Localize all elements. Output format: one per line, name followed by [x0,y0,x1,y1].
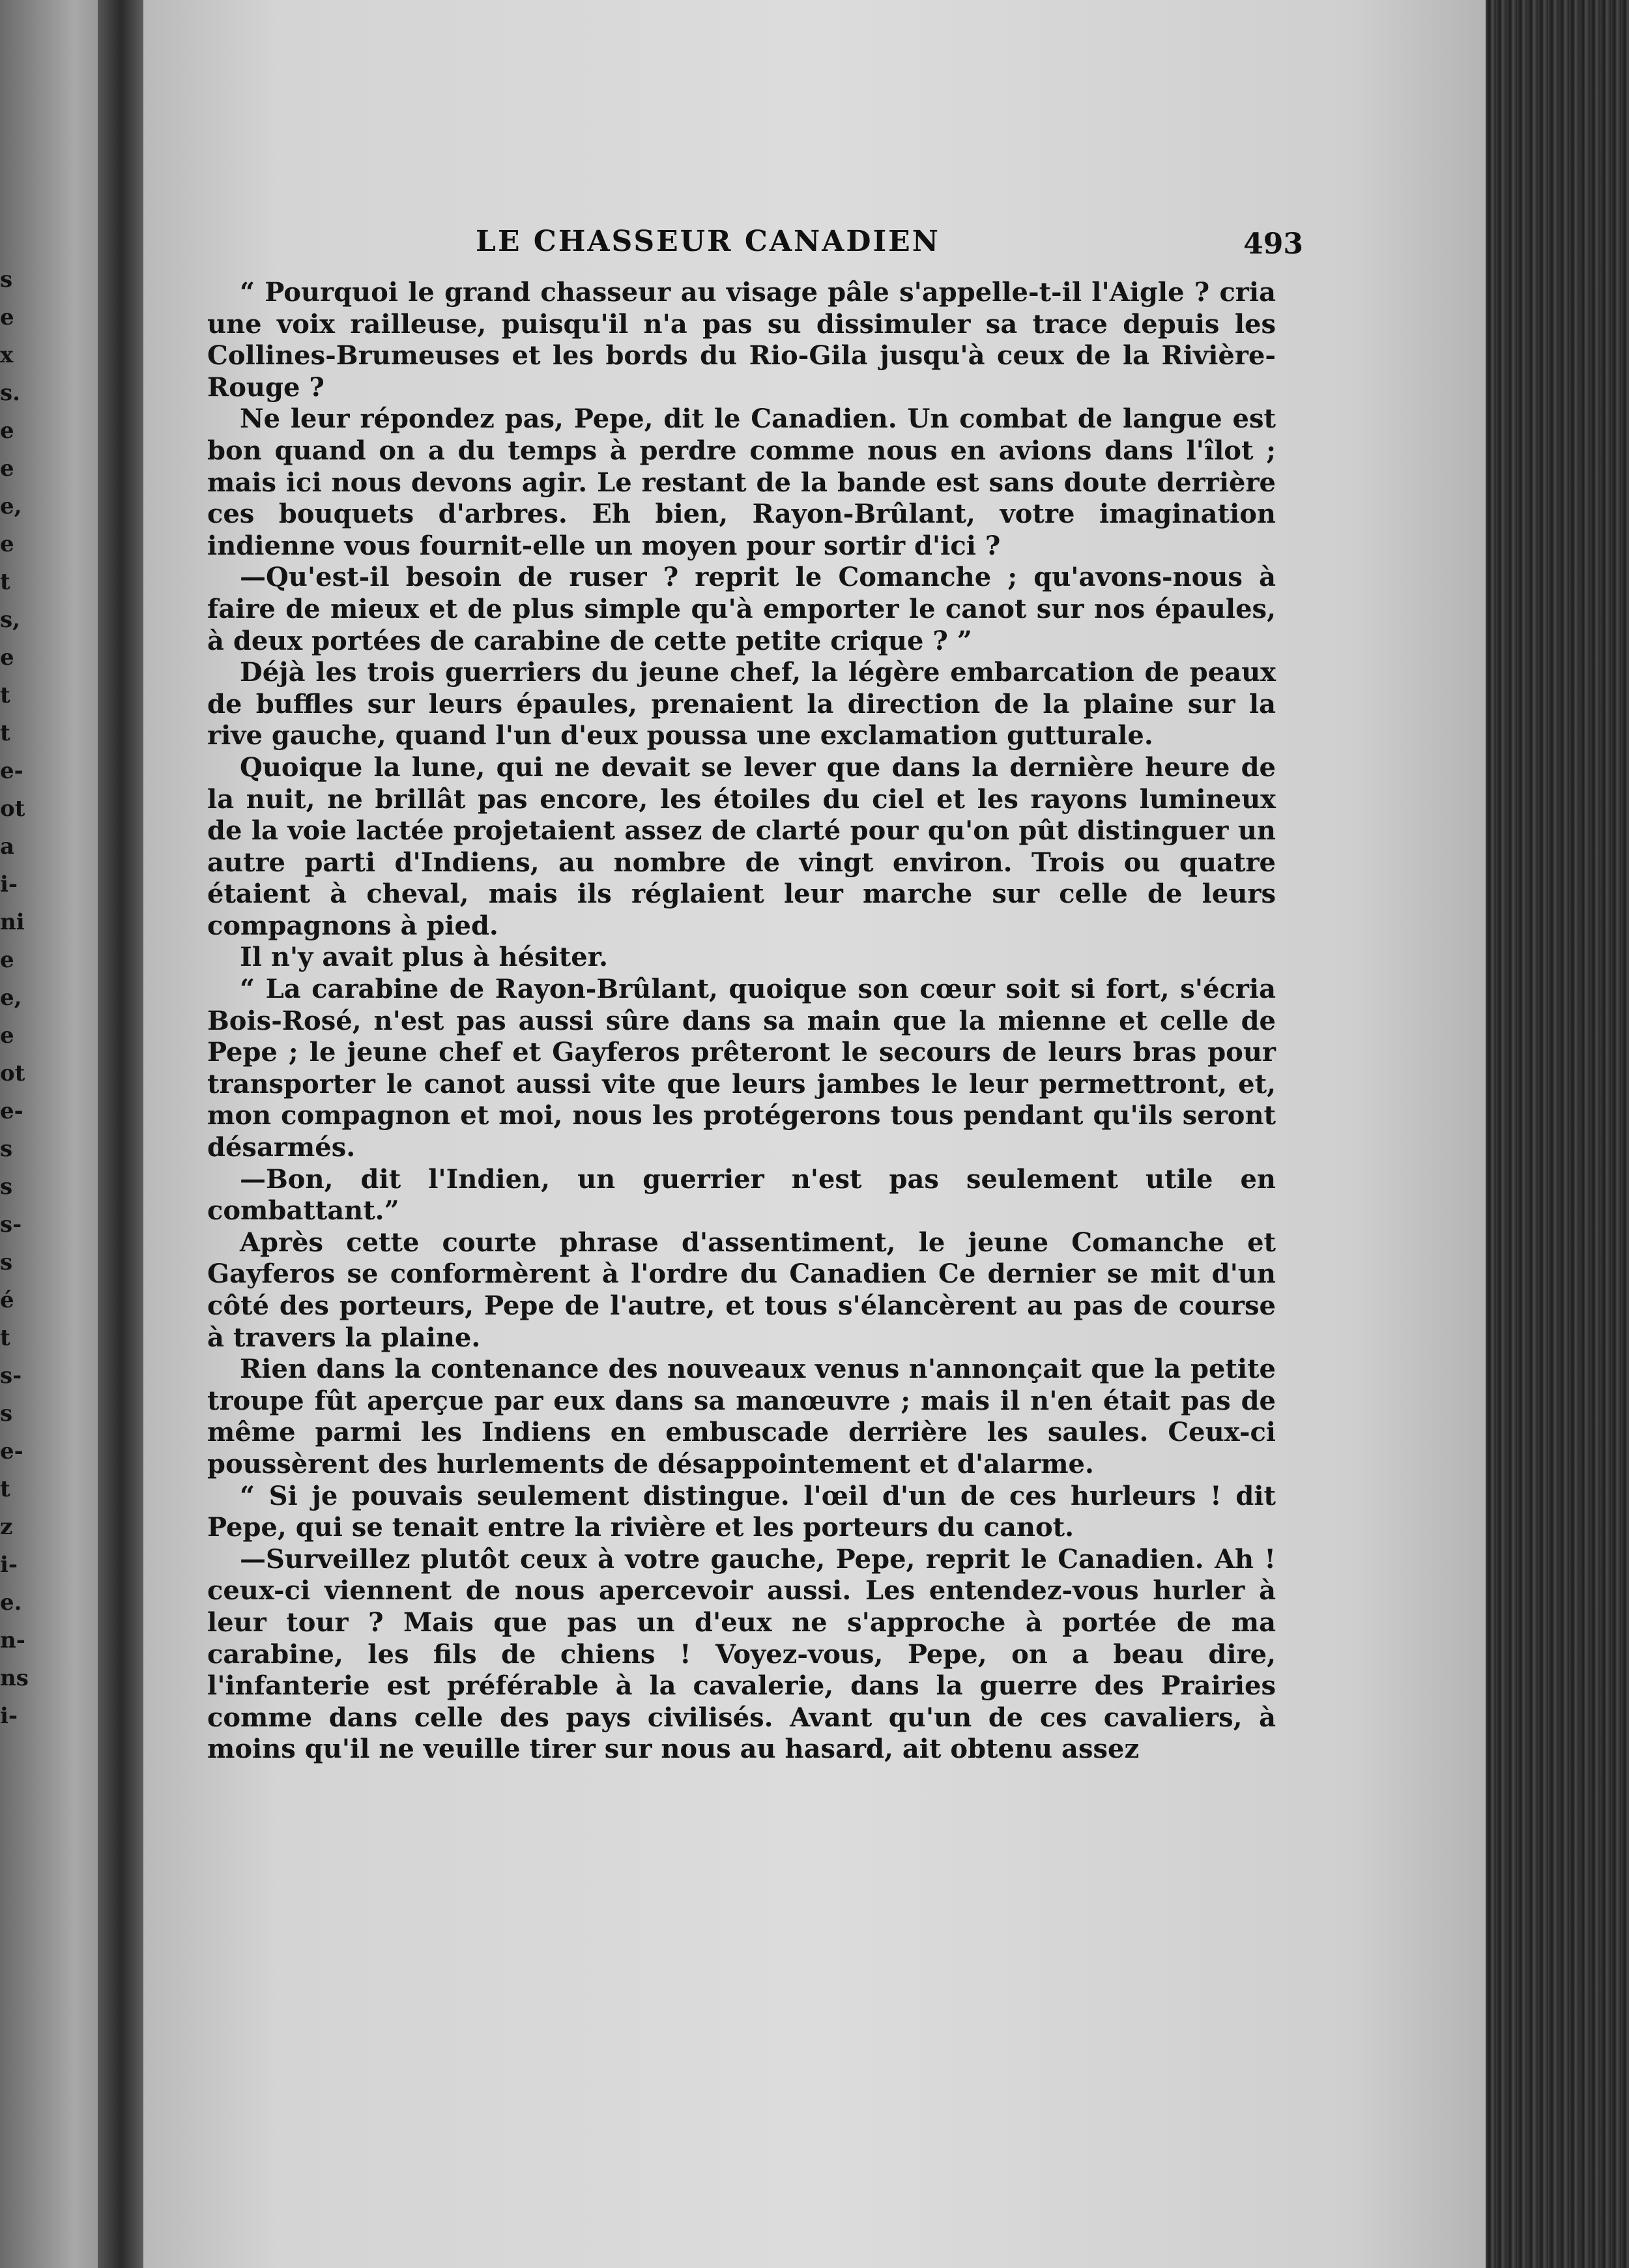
facing-page-fragment: ni [0,909,25,935]
facing-page-text [0,261,29,1735]
facing-page-fragment: s- [0,1212,22,1238]
body-text [207,277,1276,1766]
facing-page-fragment: i- [0,871,18,897]
paragraph: —Qu'est-il besoin de ruser ? reprit le Comanche ; qu'avons-nous à faire de mieux et de plus simple qu'à emporter le canot sur nos épaules, à deux portées de carabine de cette petite crique ? ” [207,562,1276,656]
facing-page-fragment: ot [0,1060,25,1086]
facing-page-fragment: t [0,720,10,746]
facing-page-fragment: e [0,531,14,557]
facing-page-fragment: n- [0,1627,25,1653]
facing-page-fragment: ns [0,1665,29,1691]
facing-page-fragment: z [0,1514,13,1540]
facing-page-fragment: i- [0,1552,18,1578]
facing-page-fragment: i- [0,1703,18,1729]
paragraph: —Surveillez plutôt ceux à votre gauche, Pepe, reprit le Canadien. Ah ! ceux-ci viennent de nous apercevoir aussi. Les entendez-vous hurler à leur tour ? Mais que pas un d'eux ne s'approche à portée de ma carabine, les fils de chiens ! Voyez-vous, Pepe, on a beau dire, l'infanterie est préférable à la cavalerie, dans la guerre des Prairies comme dans celle des pays civilisés. Avant qu'un de ces cavaliers, à moins qu'il ne veuille tirer sur nous au hasard, ait obtenu assez [207,1543,1276,1765]
paragraph: “ La carabine de Rayon-Brûlant, quoique son cœur soit si fort, s'écria Bois-Rosé, n'est pas aussi sûre dans sa main que la mienne et celle de Pepe ; le jeune chef et Gayferos prêteront le secours de leurs bras pour transporter le canot aussi vite que leurs jambes le leur permettront, et, mon compagnon et moi, nous les protégerons tous pendant qu'ils seront désarmés. [207,974,1276,1163]
page-header [326,225,1303,270]
paragraph: Ne leur répondez pas, Pepe, dit le Canadien. Un combat de langue est bon quand on a du temps à perdre comme nous en avions dans l'îlot ; mais ici nous devons agir. Le restant de la bande est sans doute derrière ces bouquets d'arbres. Eh bien, Rayon-Brûlant, votre imagination indienne vous fournit-elle un moyen pour sortir d'ici ? [207,403,1276,561]
facing-page-fragment: e [0,304,14,330]
facing-page-fragment: t [0,1476,10,1502]
paragraph: Rien dans la contenance des nouveaux venus n'annonçait que la petite troupe fût aperçue par eux dans sa manœuvre ; mais il n'en était pas de même parmi les Indiens en embuscade derrière les saules. Ceux-ci poussèrent des hurlements de désappointement et d'alarme. [207,1354,1276,1479]
facing-page-fragment: s [0,1249,13,1275]
facing-page-fragment: e [0,645,14,671]
facing-page-fragment: t [0,1325,10,1351]
facing-page-fragment: e- [0,1438,23,1464]
facing-page-fragment: e. [0,1590,22,1616]
facing-page-fragment: e [0,456,14,482]
facing-page-fragment: e [0,1023,14,1049]
facing-page-fragment: x [0,342,14,368]
facing-page-fragment: s, [0,607,20,633]
paragraph: “ Pourquoi le grand chasseur au visage pâle s'appelle-t-il l'Aigle ? cria une voix railleuse, puisqu'il n'a pas su dissimuler sa trace depuis les Collines-Brumeuses et les bords du Rio-Gila jusqu'à ceux de la Rivière-Rouge ? [207,277,1276,403]
paragraph: Après cette courte phrase d'assentiment, le jeune Comanche et Gayferos se conformèrent à l'ordre du Canadien Ce dernier se mit d'un côté des porteurs, Pepe de l'autre, et tous s'élancèrent au pas de course à travers la plaine. [207,1227,1276,1353]
book-gutter [98,0,150,2268]
facing-page-fragment: e- [0,1098,23,1124]
page-number: 493 [1243,227,1303,261]
paragraph: “ Si je pouvais seulement distingue. l'œil d'un de ces hurleurs ! dit Pepe, qui se tenait entre la rivière et les porteurs du canot. [207,1480,1276,1543]
facing-page-fragment: s. [0,380,20,406]
facing-page-fragment: s [0,1136,13,1162]
paragraph: —Bon, dit l'Indien, un guerrier n'est pas seulement utile en combattant.” [207,1163,1276,1227]
paragraph: Il n'y avait plus à hésiter. [240,942,609,973]
page-stack-edge [1486,0,1629,2268]
running-title: LE CHASSEUR CANADIEN [476,225,940,258]
facing-page-fragment: t [0,569,10,595]
facing-page-fragment: s [0,1174,13,1200]
facing-page-fragment: e [0,947,14,973]
facing-page-fragment: s [0,267,13,293]
facing-page-fragment: e, [0,493,22,519]
facing-page-fragment: e- [0,758,23,784]
facing-page-fragment: é [0,1287,14,1313]
facing-page-fragment: t [0,682,10,708]
facing-page-fragment: a [0,834,15,860]
paragraph: Déjà les trois guerriers du jeune chef, la légère embarcation de peaux de buffles sur leurs épaules, prenaient la direction de la plaine sur la rive gauche, quand l'un d'eux poussa une exclamation gutturale. [207,657,1276,751]
paragraph: Quoique la lune, qui ne devait se lever que dans la dernière heure de la nuit, ne brillât pas encore, les étoiles du ciel et les rayons lumineux de la voie lactée projetaient assez de clarté pour qu'on pût distinguer un autre parti d'Indiens, au nombre de vingt environ. Trois ou quatre étaient à cheval, mais ils réglaient leur marche sur celle de leurs compagnons à pied. [207,751,1276,941]
facing-page-fragment: e [0,418,14,444]
facing-page-fragment: e, [0,985,22,1011]
facing-page-fragment: s- [0,1363,22,1389]
facing-page-fragment: ot [0,796,25,822]
facing-page-fragment: s [0,1401,13,1427]
